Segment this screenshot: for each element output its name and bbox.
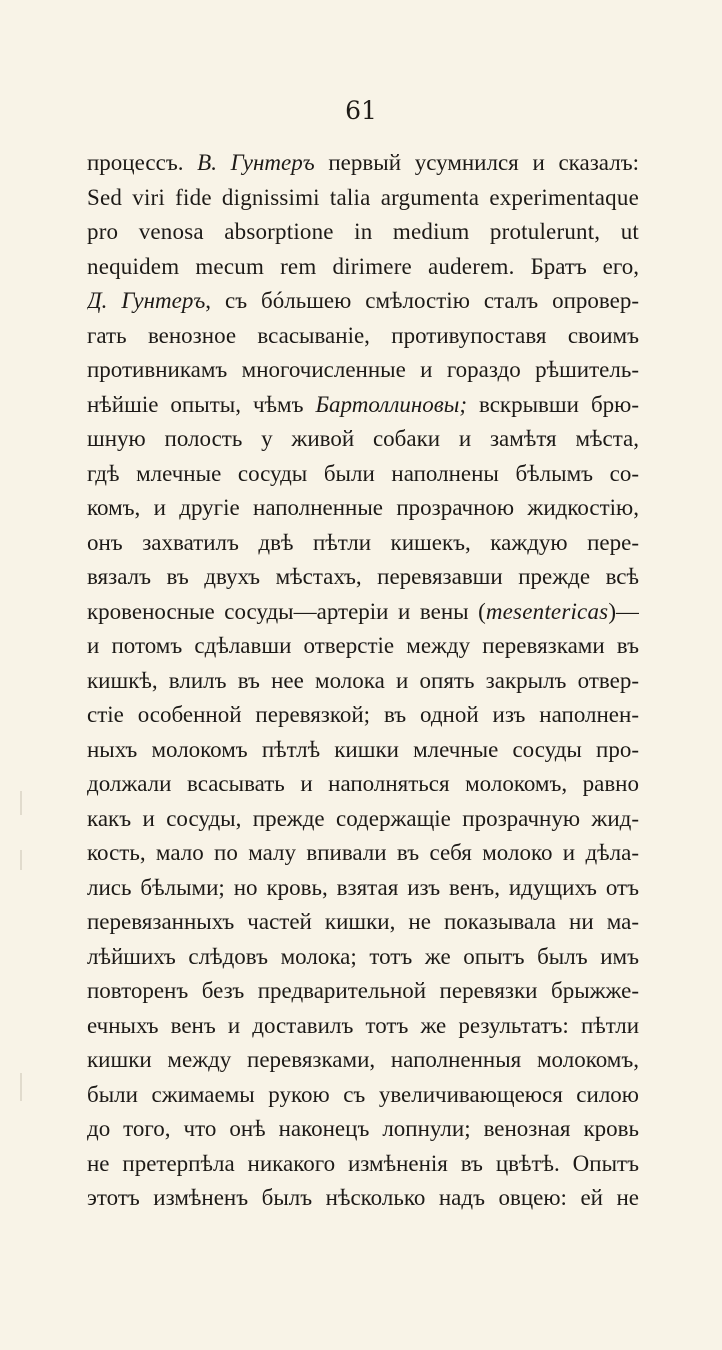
text-line xyxy=(87,974,639,1009)
text-segment: первый усумнился и сказалъ: xyxy=(314,150,639,175)
text-segment: и потомъ сдѣлавши отверстіе между перевязками въ xyxy=(87,633,639,658)
text-segment: ечныхъ венъ и доставилъ тотъ же результатъ: пѣтли xyxy=(87,1012,639,1038)
text-segment: )— xyxy=(608,598,639,624)
text-line xyxy=(87,905,639,940)
text-line xyxy=(87,1043,639,1078)
text-segment: лись бѣлыми; но кровь, взятая изъ венъ, идущихъ отъ xyxy=(87,874,639,900)
text-segment: были сжимаемы рукою съ увеличивающеюся силою xyxy=(87,1081,639,1107)
text-segment: вскрывши брю- xyxy=(466,391,639,417)
text-segment: повторенъ безъ предварительной перевязки брыжже- xyxy=(87,978,639,1003)
text-segment: кишки между перевязками, наполненныя молокомъ, xyxy=(87,1047,639,1072)
text-line xyxy=(87,457,639,492)
text-line xyxy=(87,250,639,285)
text-segment: противникамъ многочисленные и гораздо рѣшитель- xyxy=(87,357,639,382)
italic-text-segment: В. Гунтеръ xyxy=(197,150,315,175)
text-segment: nequidem mecum rem dirimere auderem. xyxy=(87,253,531,279)
text-segment: нѣйшіе опыты, чѣмъ xyxy=(87,391,316,417)
text-line xyxy=(87,940,639,975)
text-segment: гать венозное всасываніе, противупоставя своимъ xyxy=(87,322,639,348)
italic-text-segment: Бартоллиновы; xyxy=(315,391,467,417)
margin-mark xyxy=(20,850,22,870)
text-line xyxy=(87,388,639,423)
text-segment: стіе особенной перевязкой; въ одной изъ наполнен- xyxy=(87,702,639,727)
text-line xyxy=(87,422,639,457)
body-text xyxy=(87,146,639,1216)
text-segment: вязалъ въ двухъ мѣстахъ, перевязавши прежде всѣ xyxy=(87,564,639,589)
text-line xyxy=(87,560,639,595)
text-segment: кровеносные сосуды—артеріи и вены ( xyxy=(87,598,486,624)
text-line xyxy=(87,215,639,250)
text-line xyxy=(87,698,639,733)
text-segment: кишкѣ, влилъ въ нее молока и опять закрылъ отвер- xyxy=(87,667,639,693)
text-segment: онъ захватилъ двѣ пѣтли кишекъ, каждую пере- xyxy=(87,529,639,555)
text-segment: какъ и сосуды, прежде содержащіе прозрачную жид- xyxy=(87,805,639,831)
text-line xyxy=(87,1181,639,1216)
text-segment: , съ бóльшею смѣлостію сталъ опровер- xyxy=(205,288,639,313)
text-segment: должали всасывать и наполняться молокомъ, равно xyxy=(87,771,639,796)
italic-text-segment: Д. Гунтеръ xyxy=(87,288,206,313)
text-line xyxy=(87,353,639,388)
text-segment: Sed viri fide dignissimi talia argumenta experimentaque xyxy=(87,184,639,210)
text-line xyxy=(87,146,639,181)
text-segment: pro venosa absorptione in medium protulerunt, ut xyxy=(87,219,639,244)
text-line xyxy=(87,491,639,526)
text-segment: перевязанныхъ частей кишки, не показывала ни ма- xyxy=(87,909,639,934)
margin-mark xyxy=(20,791,22,815)
text-line xyxy=(87,595,639,630)
text-line xyxy=(87,733,639,768)
text-segment: гдѣ млечные сосуды были наполнены бѣлымъ со- xyxy=(87,460,639,486)
text-segment: этотъ измѣненъ былъ нѣсколько надъ овцею: ей не xyxy=(87,1185,639,1210)
text-line xyxy=(87,181,639,216)
text-line xyxy=(87,284,639,319)
page-number: 61 xyxy=(345,96,377,125)
text-segment: комъ, и другіе наполненные прозрачною жидкостію, xyxy=(87,495,639,520)
text-line xyxy=(87,1009,639,1044)
text-line xyxy=(87,319,639,354)
text-segment: ныхъ молокомъ пѣтлѣ кишки млечные сосуды про- xyxy=(87,736,639,762)
text-segment: кость, мало по малу впивали въ себя молоко и дѣла- xyxy=(87,840,639,865)
text-line xyxy=(87,1112,639,1147)
text-segment: не претерпѣла никакого измѣненія въ цвѣтѣ. Опытъ xyxy=(87,1150,639,1176)
text-segment: шную полость у живой собаки и замѣтя мѣста, xyxy=(87,426,639,451)
text-segment: лѣйшихъ слѣдовъ молока; тотъ же опытъ былъ имъ xyxy=(87,943,639,969)
text-line xyxy=(87,1147,639,1182)
text-line xyxy=(87,629,639,664)
text-line xyxy=(87,664,639,699)
text-line xyxy=(87,836,639,871)
text-segment: Братъ его, xyxy=(530,253,639,279)
italic-text-segment: mesentericas xyxy=(485,598,609,624)
margin-mark xyxy=(20,1073,22,1101)
text-segment: до того, что онѣ наконецъ лопнули; венозная кровь xyxy=(87,1116,639,1141)
text-line xyxy=(87,871,639,906)
text-line xyxy=(87,526,639,561)
text-segment: процессъ. xyxy=(87,150,198,175)
text-line xyxy=(87,802,639,837)
text-line xyxy=(87,767,639,802)
text-line xyxy=(87,1078,639,1113)
